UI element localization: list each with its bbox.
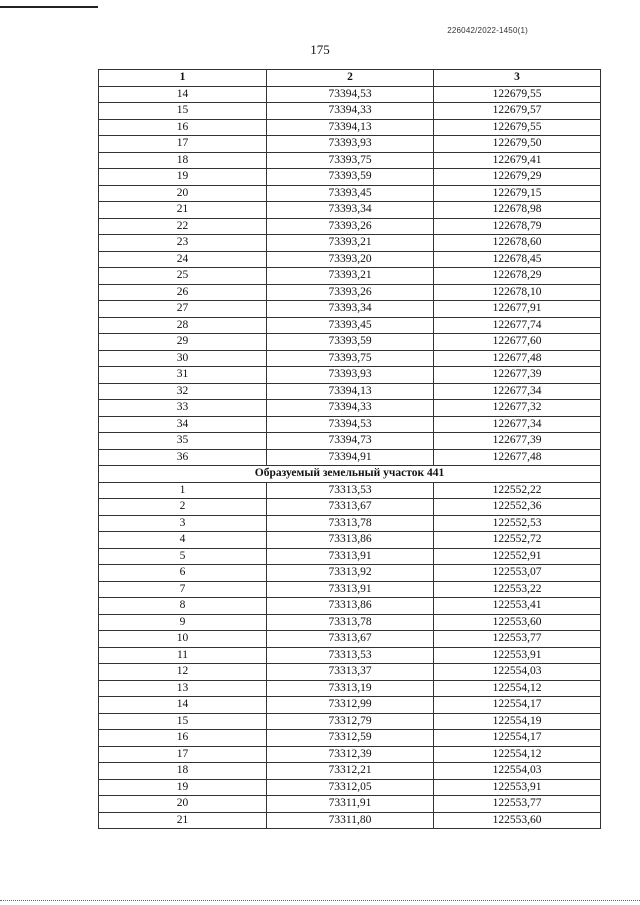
page-number: 175 (310, 42, 330, 57)
table-row (99, 169, 601, 186)
point-number-cell: 9 (99, 614, 267, 631)
point-number-cell: 15 (99, 713, 267, 730)
x-coordinate-cell: 73393,45 (267, 185, 434, 202)
table-row (99, 812, 601, 829)
x-coordinate-cell: 73313,53 (267, 647, 434, 664)
table-row (99, 235, 601, 252)
coordinates-table (98, 69, 601, 829)
y-coordinate-cell: 122677,48 (434, 350, 601, 367)
point-number-cell: 33 (99, 400, 267, 417)
table-row (99, 730, 601, 747)
y-coordinate-cell: 122554,03 (434, 664, 601, 681)
x-coordinate-cell: 73313,67 (267, 631, 434, 648)
table-row (99, 350, 601, 367)
table-row (99, 697, 601, 714)
point-number-cell: 17 (99, 136, 267, 153)
table-row (99, 614, 601, 631)
point-number-cell: 23 (99, 235, 267, 252)
x-coordinate-cell: 73393,45 (267, 317, 434, 334)
y-coordinate-cell: 122678,98 (434, 202, 601, 219)
point-number-cell: 11 (99, 647, 267, 664)
table-row (99, 218, 601, 235)
x-coordinate-cell: 73312,05 (267, 779, 434, 796)
table-row (99, 383, 601, 400)
table-row (99, 86, 601, 103)
point-number-cell: 31 (99, 367, 267, 384)
y-coordinate-cell: 122678,60 (434, 235, 601, 252)
point-number-cell: 19 (99, 169, 267, 186)
y-coordinate-cell: 122679,55 (434, 86, 601, 103)
table-row (99, 367, 601, 384)
point-number-cell: 16 (99, 730, 267, 747)
point-number-cell: 27 (99, 301, 267, 318)
point-number-cell: 2 (99, 499, 267, 516)
y-coordinate-cell: 122677,34 (434, 383, 601, 400)
table-row (99, 482, 601, 499)
y-coordinate-cell: 122553,77 (434, 631, 601, 648)
x-coordinate-cell: 73313,91 (267, 548, 434, 565)
point-number-cell: 1 (99, 482, 267, 499)
x-coordinate-cell: 73393,34 (267, 202, 434, 219)
y-coordinate-cell: 122554,12 (434, 746, 601, 763)
x-coordinate-cell: 73393,93 (267, 367, 434, 384)
x-coordinate-cell: 73394,73 (267, 433, 434, 450)
y-coordinate-cell: 122552,22 (434, 482, 601, 499)
point-number-cell: 4 (99, 532, 267, 549)
table-row (99, 548, 601, 565)
point-number-cell: 28 (99, 317, 267, 334)
point-number-cell: 34 (99, 416, 267, 433)
point-number-cell: 25 (99, 268, 267, 285)
point-number-cell: 12 (99, 664, 267, 681)
point-number-cell: 21 (99, 202, 267, 219)
point-number-cell: 26 (99, 284, 267, 301)
table-row (99, 317, 601, 334)
point-number-cell: 29 (99, 334, 267, 351)
x-coordinate-cell: 73311,91 (267, 796, 434, 813)
table-row (99, 202, 601, 219)
x-coordinate-cell: 73313,86 (267, 532, 434, 549)
y-coordinate-cell: 122679,15 (434, 185, 601, 202)
x-coordinate-cell: 73394,91 (267, 449, 434, 466)
y-coordinate-cell: 122553,91 (434, 779, 601, 796)
x-coordinate-cell: 73312,99 (267, 697, 434, 714)
x-coordinate-cell: 73312,21 (267, 763, 434, 780)
table-body (99, 86, 601, 829)
y-coordinate-cell: 122677,91 (434, 301, 601, 318)
table-row (99, 581, 601, 598)
x-coordinate-cell: 73393,26 (267, 218, 434, 235)
table-row (99, 119, 601, 136)
table-row (99, 284, 601, 301)
column-header: 1 (99, 70, 267, 87)
x-coordinate-cell: 73313,92 (267, 565, 434, 582)
y-coordinate-cell: 122552,53 (434, 515, 601, 532)
bottom-rule (0, 900, 640, 901)
x-coordinate-cell: 73394,33 (267, 400, 434, 417)
x-coordinate-cell: 73394,33 (267, 103, 434, 120)
y-coordinate-cell: 122677,39 (434, 433, 601, 450)
table-row (99, 499, 601, 516)
y-coordinate-cell: 122553,41 (434, 598, 601, 615)
point-number-cell: 20 (99, 185, 267, 202)
point-number-cell: 18 (99, 763, 267, 780)
x-coordinate-cell: 73313,86 (267, 598, 434, 615)
x-coordinate-cell: 73394,13 (267, 119, 434, 136)
y-coordinate-cell: 122553,22 (434, 581, 601, 598)
top-rule (0, 6, 98, 8)
table-row (99, 136, 601, 153)
y-coordinate-cell: 122553,60 (434, 614, 601, 631)
y-coordinate-cell: 122677,39 (434, 367, 601, 384)
table-row (99, 449, 601, 466)
y-coordinate-cell: 122553,77 (434, 796, 601, 813)
table-row (99, 185, 601, 202)
y-coordinate-cell: 122552,72 (434, 532, 601, 549)
section-header-row (99, 466, 601, 483)
column-header: 2 (267, 70, 434, 87)
y-coordinate-cell: 122554,03 (434, 763, 601, 780)
x-coordinate-cell: 73393,20 (267, 251, 434, 268)
table-row (99, 400, 601, 417)
x-coordinate-cell: 73312,59 (267, 730, 434, 747)
x-coordinate-cell: 73313,78 (267, 614, 434, 631)
x-coordinate-cell: 73312,79 (267, 713, 434, 730)
y-coordinate-cell: 122679,29 (434, 169, 601, 186)
table-row (99, 334, 601, 351)
table-row (99, 103, 601, 120)
x-coordinate-cell: 73312,39 (267, 746, 434, 763)
x-coordinate-cell: 73394,53 (267, 86, 434, 103)
table-row (99, 796, 601, 813)
column-header: 3 (434, 70, 601, 87)
table-row (99, 664, 601, 681)
y-coordinate-cell: 122552,91 (434, 548, 601, 565)
y-coordinate-cell: 122677,60 (434, 334, 601, 351)
point-number-cell: 13 (99, 680, 267, 697)
x-coordinate-cell: 73394,13 (267, 383, 434, 400)
y-coordinate-cell: 122677,34 (434, 416, 601, 433)
y-coordinate-cell: 122554,17 (434, 697, 601, 714)
table-row (99, 251, 601, 268)
x-coordinate-cell: 73393,21 (267, 235, 434, 252)
section-title: Образуемый земельный участок 441 (99, 466, 601, 483)
table-row (99, 433, 601, 450)
y-coordinate-cell: 122679,50 (434, 136, 601, 153)
x-coordinate-cell: 73394,53 (267, 416, 434, 433)
table-row (99, 779, 601, 796)
x-coordinate-cell: 73393,59 (267, 334, 434, 351)
y-coordinate-cell: 122679,41 (434, 152, 601, 169)
y-coordinate-cell: 122677,32 (434, 400, 601, 417)
x-coordinate-cell: 73393,26 (267, 284, 434, 301)
point-number-cell: 17 (99, 746, 267, 763)
x-coordinate-cell: 73313,78 (267, 515, 434, 532)
x-coordinate-cell: 73313,19 (267, 680, 434, 697)
x-coordinate-cell: 73311,80 (267, 812, 434, 829)
table-row (99, 301, 601, 318)
x-coordinate-cell: 73393,34 (267, 301, 434, 318)
point-number-cell: 22 (99, 218, 267, 235)
point-number-cell: 6 (99, 565, 267, 582)
point-number-cell: 15 (99, 103, 267, 120)
y-coordinate-cell: 122554,12 (434, 680, 601, 697)
y-coordinate-cell: 122554,17 (434, 730, 601, 747)
y-coordinate-cell: 122679,55 (434, 119, 601, 136)
point-number-cell: 32 (99, 383, 267, 400)
point-number-cell: 7 (99, 581, 267, 598)
y-coordinate-cell: 122679,57 (434, 103, 601, 120)
table-row (99, 152, 601, 169)
table-row (99, 680, 601, 697)
x-coordinate-cell: 73313,37 (267, 664, 434, 681)
y-coordinate-cell: 122677,48 (434, 449, 601, 466)
point-number-cell: 8 (99, 598, 267, 615)
point-number-cell: 16 (99, 119, 267, 136)
y-coordinate-cell: 122678,29 (434, 268, 601, 285)
y-coordinate-cell: 122554,19 (434, 713, 601, 730)
x-coordinate-cell: 73393,75 (267, 350, 434, 367)
point-number-cell: 35 (99, 433, 267, 450)
table-row (99, 416, 601, 433)
point-number-cell: 5 (99, 548, 267, 565)
x-coordinate-cell: 73393,93 (267, 136, 434, 153)
table-row (99, 532, 601, 549)
y-coordinate-cell: 122677,74 (434, 317, 601, 334)
point-number-cell: 19 (99, 779, 267, 796)
point-number-cell: 14 (99, 697, 267, 714)
y-coordinate-cell: 122553,60 (434, 812, 601, 829)
table-row (99, 268, 601, 285)
table-row (99, 598, 601, 615)
y-coordinate-cell: 122553,91 (434, 647, 601, 664)
y-coordinate-cell: 122553,07 (434, 565, 601, 582)
table-row (99, 515, 601, 532)
table-row (99, 713, 601, 730)
point-number-cell: 20 (99, 796, 267, 813)
table-row (99, 647, 601, 664)
table-row (99, 631, 601, 648)
document-number: 226042/2022-1450(1) (447, 26, 528, 35)
y-coordinate-cell: 122678,79 (434, 218, 601, 235)
point-number-cell: 3 (99, 515, 267, 532)
table-header-row (99, 70, 601, 87)
table-row (99, 746, 601, 763)
point-number-cell: 21 (99, 812, 267, 829)
point-number-cell: 18 (99, 152, 267, 169)
y-coordinate-cell: 122678,45 (434, 251, 601, 268)
table-row (99, 565, 601, 582)
y-coordinate-cell: 122678,10 (434, 284, 601, 301)
x-coordinate-cell: 73393,59 (267, 169, 434, 186)
point-number-cell: 36 (99, 449, 267, 466)
x-coordinate-cell: 73393,75 (267, 152, 434, 169)
point-number-cell: 24 (99, 251, 267, 268)
point-number-cell: 30 (99, 350, 267, 367)
x-coordinate-cell: 73313,91 (267, 581, 434, 598)
x-coordinate-cell: 73393,21 (267, 268, 434, 285)
point-number-cell: 14 (99, 86, 267, 103)
x-coordinate-cell: 73313,67 (267, 499, 434, 516)
x-coordinate-cell: 73313,53 (267, 482, 434, 499)
y-coordinate-cell: 122552,36 (434, 499, 601, 516)
point-number-cell: 10 (99, 631, 267, 648)
table-row (99, 763, 601, 780)
